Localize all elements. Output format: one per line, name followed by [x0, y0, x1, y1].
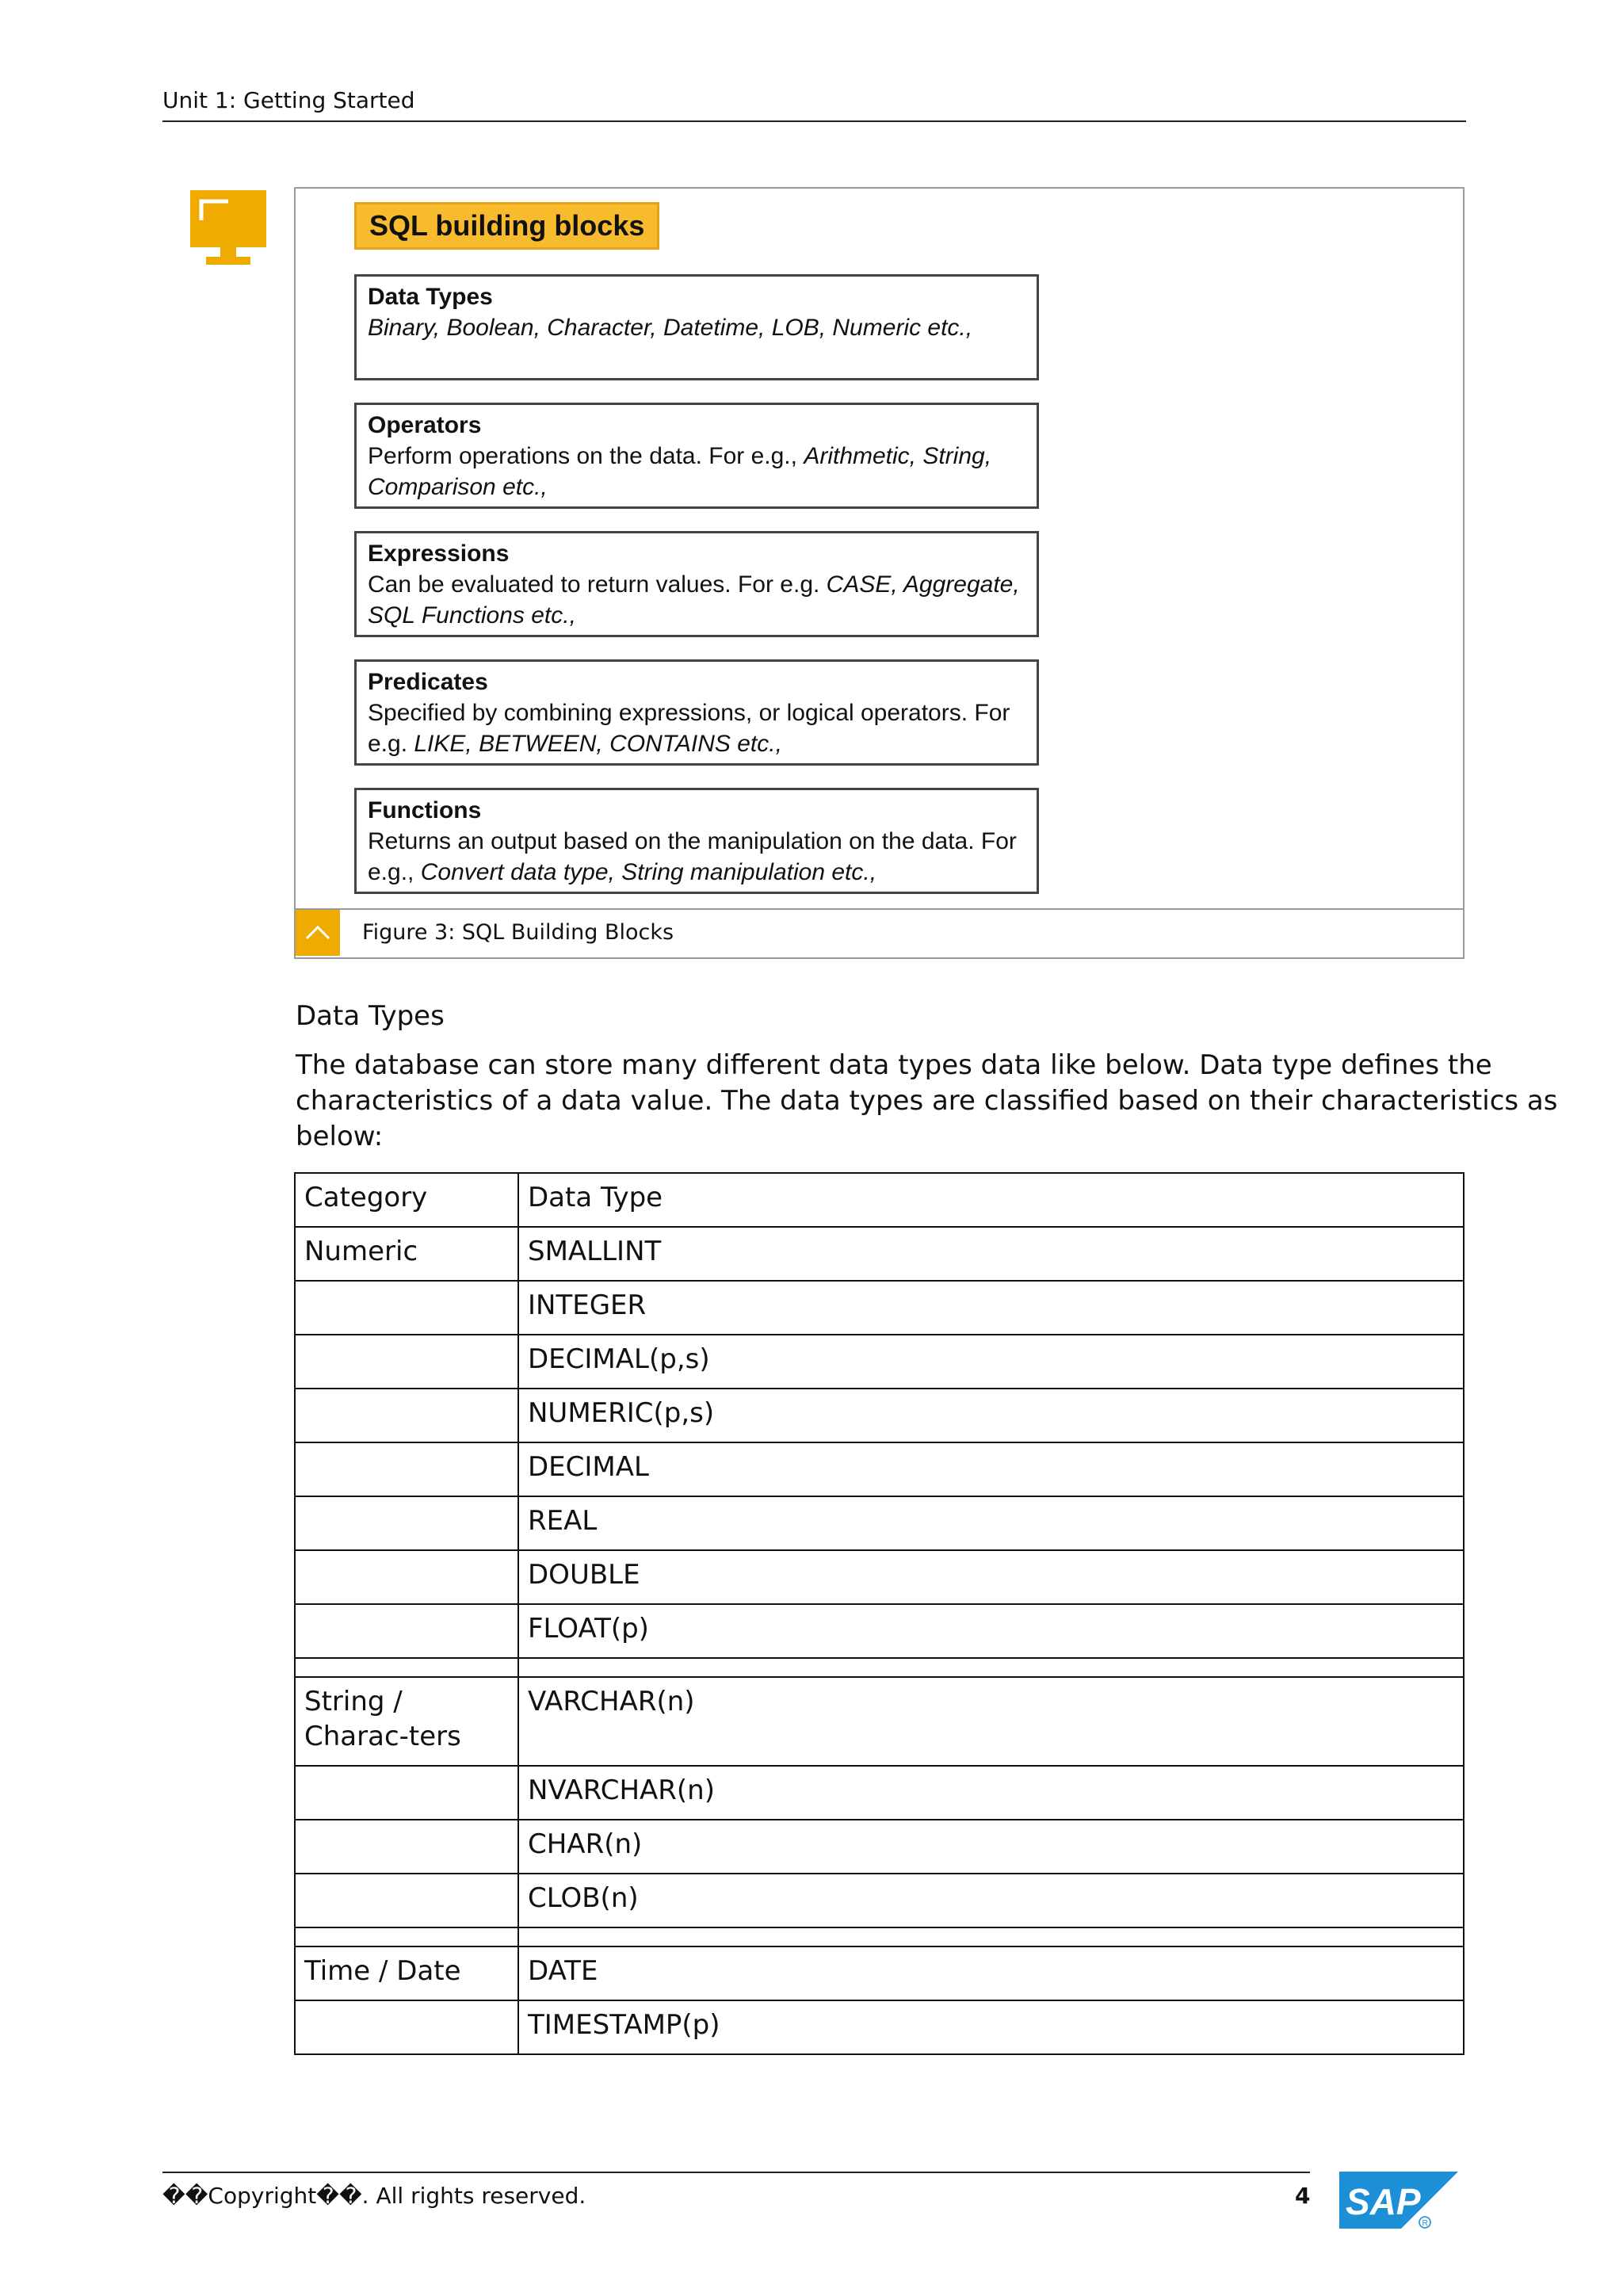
block-expressions [354, 531, 1039, 637]
section-heading: Data Types [296, 1000, 445, 1032]
block-description: Perform operations on the data. For e.g., Arithmetic, String, Comparison etc., [368, 443, 992, 500]
block-operators [354, 403, 1039, 509]
category-cell [295, 1389, 518, 1442]
data-type-cell: TIMESTAMP(p) [518, 2000, 1464, 2054]
table-row [295, 1766, 1464, 1820]
data-type-cell: INTEGER [518, 1281, 1464, 1335]
table-header-row [295, 1173, 1464, 1227]
table-row-empty [295, 1658, 1464, 1677]
table-row-empty [295, 1927, 1464, 1946]
header-rule [162, 120, 1466, 122]
table-row [295, 1820, 1464, 1874]
block-description: Binary, Boolean, Character, Datetime, LOB, Numeric etc., [368, 315, 973, 341]
data-type-cell: CHAR(n) [518, 1820, 1464, 1874]
data-type-cell: FLOAT(p) [518, 1604, 1464, 1658]
category-cell [295, 1442, 518, 1496]
copyright-notice: ��Copyright��. All rights reserved. [162, 2183, 586, 2209]
block-description: Returns an output based on the manipulation on the data. For e.g., Convert data type, String manipulation etc., [368, 828, 1017, 885]
block-description: Can be evaluated to return values. For e.g. CASE, Aggregate, SQL Functions etc., [368, 571, 1020, 628]
footer-rule [162, 2172, 1310, 2173]
category-cell: Numeric [295, 1227, 518, 1281]
category-cell [295, 1658, 518, 1677]
chevron-up-icon [296, 910, 340, 956]
block-functions [354, 788, 1039, 894]
table-row [295, 1227, 1464, 1281]
data-type-cell: NVARCHAR(n) [518, 1766, 1464, 1820]
data-type-cell: REAL [518, 1496, 1464, 1550]
data-type-cell: NUMERIC(p,s) [518, 1389, 1464, 1442]
table-row [295, 1946, 1464, 2000]
sql-building-blocks-figure [294, 187, 1465, 959]
collapse-figure-toggle[interactable] [296, 910, 340, 956]
data-type-cell [518, 1658, 1464, 1677]
table-row [295, 1604, 1464, 1658]
category-cell [295, 1604, 518, 1658]
sap-logo-text: SAP [1346, 2181, 1421, 2222]
block-predicates [354, 659, 1039, 766]
category-cell: String / Charac-ters [295, 1677, 518, 1766]
category-cell [295, 2000, 518, 2054]
data-types-table [294, 1172, 1465, 2055]
data-type-cell: DECIMAL(p,s) [518, 1335, 1464, 1389]
block-data-types [354, 274, 1039, 380]
block-title: Data Types [368, 284, 493, 310]
table-row [295, 1496, 1464, 1550]
category-cell [295, 1550, 518, 1604]
category-cell [295, 1927, 518, 1946]
category-cell: Time / Date [295, 1946, 518, 2000]
table-header-cell: Category [295, 1173, 518, 1227]
sap-logo [1339, 2172, 1458, 2232]
table-row [295, 1442, 1464, 1496]
block-description: Specified by combining expressions, or logical operators. For e.g. LIKE, BETWEEN, CONTAINS etc., [368, 700, 1010, 757]
page-number: 4 [1295, 2183, 1311, 2209]
block-title: Expressions [368, 541, 510, 567]
data-type-cell: DOUBLE [518, 1550, 1464, 1604]
category-cell [295, 1820, 518, 1874]
category-cell [295, 1335, 518, 1389]
figure-caption: Figure 3: SQL Building Blocks [362, 920, 674, 945]
block-title: Functions [368, 797, 482, 823]
figure-caption-bar [296, 908, 1463, 957]
running-header: Unit 1: Getting Started [162, 87, 415, 113]
data-type-cell: VARCHAR(n) [518, 1677, 1464, 1766]
table-row [295, 2000, 1464, 2054]
table-row [295, 1677, 1464, 1766]
block-title: Predicates [368, 669, 488, 695]
category-cell [295, 1496, 518, 1550]
svg-text:R: R [1422, 2219, 1428, 2228]
data-type-cell: SMALLINT [518, 1227, 1464, 1281]
data-type-cell: CLOB(n) [518, 1874, 1464, 1927]
block-title: Operators [368, 412, 482, 438]
table-row [295, 1335, 1464, 1389]
table-row [295, 1281, 1464, 1335]
table-row [295, 1874, 1464, 1927]
category-cell [295, 1874, 518, 1927]
table-row [295, 1550, 1464, 1604]
data-type-cell [518, 1927, 1464, 1946]
table-header-cell: Data Type [518, 1173, 1464, 1227]
figure-title-badge: SQL building blocks [354, 202, 659, 250]
category-cell [295, 1281, 518, 1335]
section-paragraph: The database can store many different data types data like below. Data type defines the characteristics of a data value. The data types are classified based on their characteristics as below: [296, 1049, 1558, 1152]
table-row [295, 1389, 1464, 1442]
category-cell [295, 1766, 518, 1820]
presentation-monitor-icon [189, 189, 268, 268]
data-type-cell: DECIMAL [518, 1442, 1464, 1496]
data-type-cell: DATE [518, 1946, 1464, 2000]
